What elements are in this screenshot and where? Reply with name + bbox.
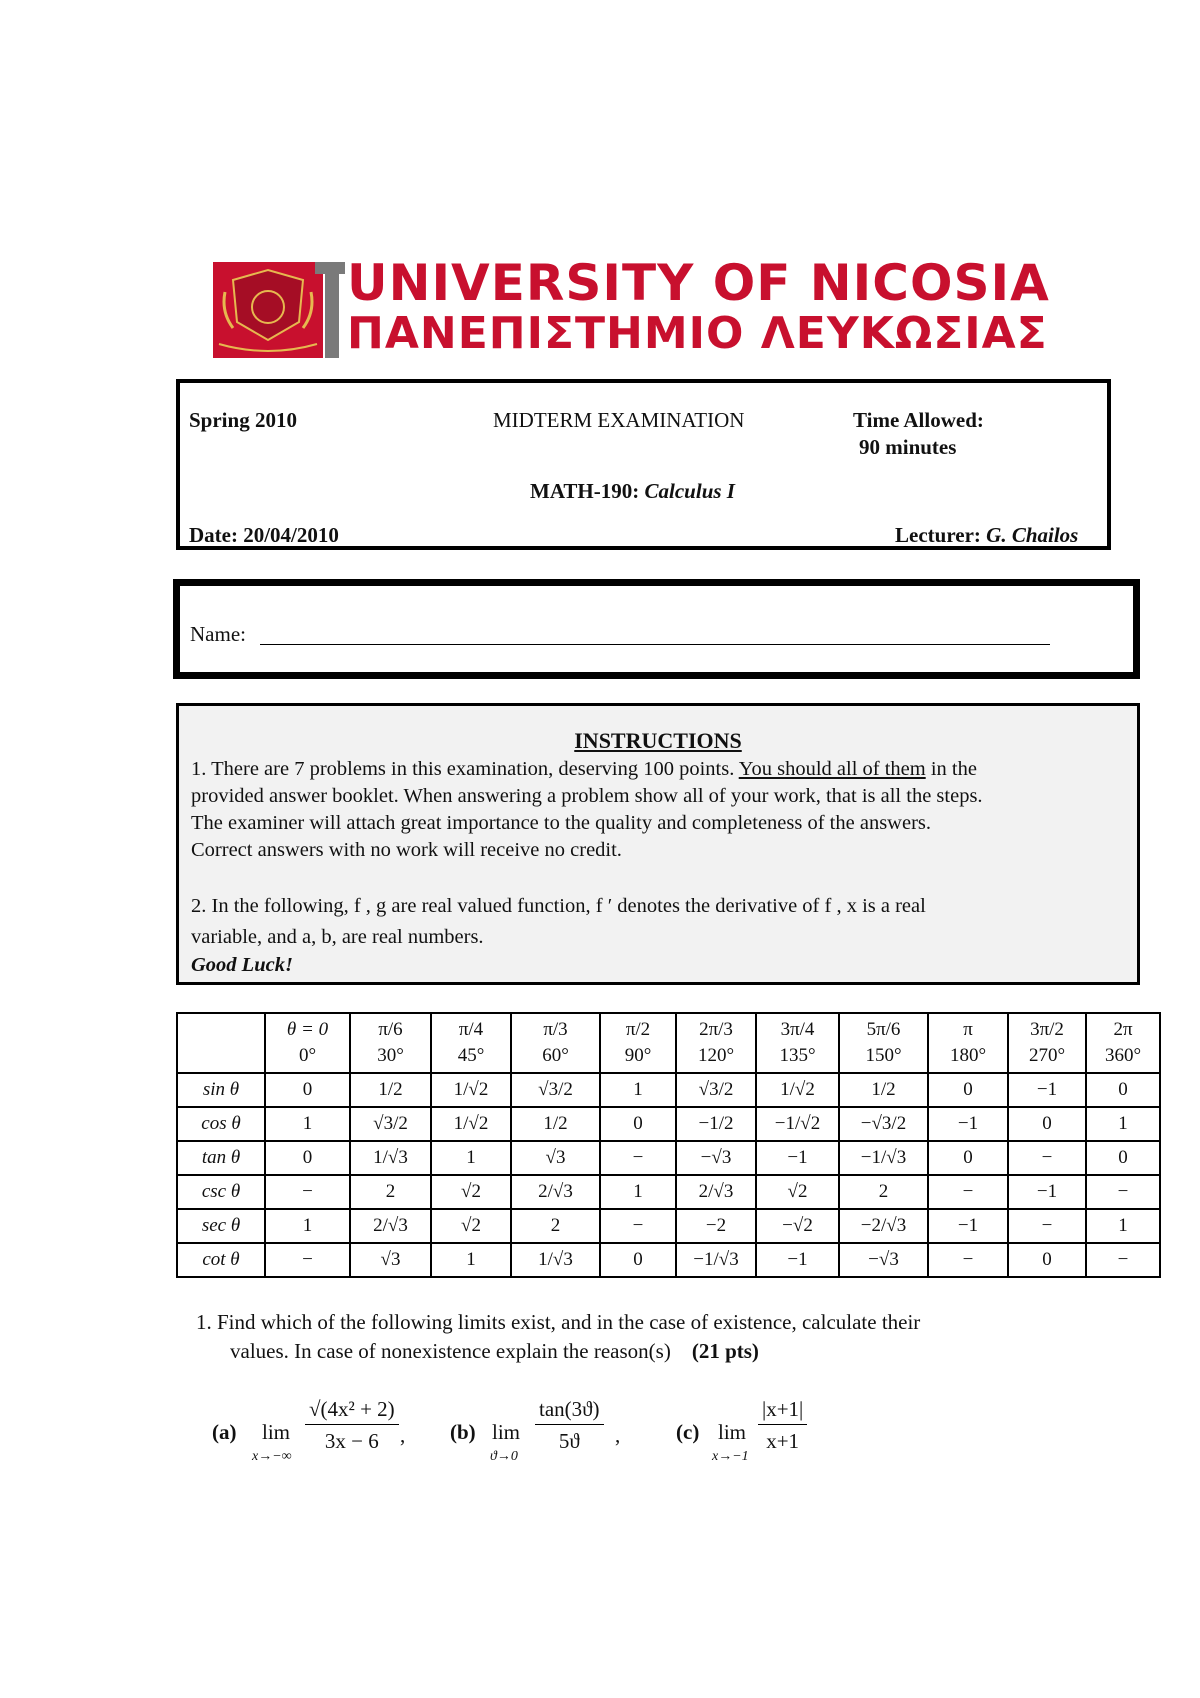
angle-radians: 3π/4 xyxy=(780,1019,815,1040)
exam-date: Date: 20/04/2010 xyxy=(189,523,339,547)
table-cell: −√3 xyxy=(839,1243,928,1277)
separator: , xyxy=(400,1423,406,1447)
table-cell: √3/2 xyxy=(350,1107,431,1141)
lim-word: lim xyxy=(718,1420,747,1444)
angle-radians: θ = 0 xyxy=(286,1019,329,1040)
table-cell: 1 xyxy=(431,1243,511,1277)
table-cell: −1 xyxy=(1008,1073,1086,1107)
table-cell: 1 xyxy=(600,1073,676,1107)
table-cell: 1/2 xyxy=(839,1073,928,1107)
problem-1-points: (21 pts) xyxy=(691,1339,759,1363)
table-cell: −1 xyxy=(928,1209,1008,1243)
table-cell: 1/√2 xyxy=(431,1107,511,1141)
row-label: sin θ xyxy=(177,1073,265,1107)
angle-header xyxy=(265,1013,350,1073)
angle-degrees: 45° xyxy=(457,1045,485,1066)
instruction-2-line-2: variable, and a, b, are real numbers. xyxy=(191,926,484,948)
table-row xyxy=(177,1073,1160,1107)
instruction-text: 1. There are 7 problems in this examination, deserving 100 points. xyxy=(191,758,735,780)
problem-1-line-2 xyxy=(230,1339,759,1364)
table-cell: −1 xyxy=(1008,1175,1086,1209)
limit-part-c xyxy=(676,1395,836,1475)
table-cell: −1 xyxy=(756,1243,839,1277)
angle-degrees: 360° xyxy=(1104,1045,1142,1066)
logo-line-greek: ΠΑΝΕΠΙΣΤΗΜΙΟ ΛΕΥΚΩΣΙΑΣ xyxy=(347,308,1048,359)
instructions-title: INSTRUCTIONS xyxy=(574,728,742,753)
lecturer-label: Lecturer: xyxy=(895,523,981,547)
table-cell: −1 xyxy=(928,1107,1008,1141)
table-cell: 0 xyxy=(928,1073,1008,1107)
instruction-1-line-3: The examiner will attach great importance to the quality and completeness of the answers. xyxy=(191,812,932,834)
logo-line-english: UNIVERSITY OF NICOSIA xyxy=(347,254,1050,312)
table-cell: − xyxy=(1008,1209,1086,1243)
table-cell: √3 xyxy=(511,1141,600,1175)
table-cell: −1/√3 xyxy=(839,1141,928,1175)
table-cell: 1/√3 xyxy=(350,1141,431,1175)
numerator: |x+1| xyxy=(762,1397,804,1421)
table-row xyxy=(177,1107,1160,1141)
table-header-row xyxy=(177,1013,1160,1073)
university-logo xyxy=(213,254,1050,360)
table-cell: −√3/2 xyxy=(839,1107,928,1141)
angle-degrees: 60° xyxy=(542,1045,569,1066)
table-row xyxy=(177,1209,1160,1243)
angle-header xyxy=(928,1013,1008,1073)
table-cell: 1/2 xyxy=(350,1073,431,1107)
lim-word: lim xyxy=(262,1420,291,1444)
instruction-underlined: You should all of them xyxy=(738,758,926,780)
angle-header xyxy=(431,1013,511,1073)
table-cell: √3 xyxy=(350,1243,431,1277)
limit-part-a xyxy=(212,1395,412,1475)
instruction-1-line-4: Correct answers with no work will receive no credit. xyxy=(191,839,622,861)
table-cell: − xyxy=(928,1175,1008,1209)
row-label: sec θ xyxy=(177,1209,265,1243)
table-cell: 0 xyxy=(265,1073,350,1107)
angle-degrees: 120° xyxy=(697,1045,735,1066)
table-cell: 2 xyxy=(350,1175,431,1209)
table-cell: √2 xyxy=(431,1209,511,1243)
part-label: (c) xyxy=(676,1420,700,1444)
table-cell: −1/√3 xyxy=(676,1243,756,1277)
name-line[interactable] xyxy=(260,644,1050,645)
denominator: 3x − 6 xyxy=(324,1429,379,1453)
angle-header xyxy=(756,1013,839,1073)
table-cell: 1/√3 xyxy=(511,1243,600,1277)
table-row xyxy=(177,1175,1160,1209)
table-row xyxy=(177,1141,1160,1175)
table-cell: √2 xyxy=(756,1175,839,1209)
part-label: (b) xyxy=(450,1420,476,1444)
header-corner xyxy=(177,1013,265,1073)
table-cell: 1 xyxy=(600,1175,676,1209)
angle-degrees: 30° xyxy=(377,1045,404,1066)
instruction-1-line-1 xyxy=(191,758,977,781)
angle-header xyxy=(676,1013,756,1073)
table-cell: 1/√2 xyxy=(756,1073,839,1107)
table-cell: 1 xyxy=(1086,1209,1160,1243)
row-label: cot θ xyxy=(177,1243,265,1277)
angle-degrees: 180° xyxy=(949,1045,987,1066)
table-cell: −2 xyxy=(676,1209,756,1243)
time-allowed-value: 90 minutes xyxy=(859,435,957,459)
row-label: csc θ xyxy=(177,1175,265,1209)
denominator: x+1 xyxy=(766,1429,800,1453)
fraction xyxy=(535,1395,604,1454)
table-cell: 2 xyxy=(511,1209,600,1243)
table-cell: − xyxy=(600,1141,676,1175)
table-cell: 1 xyxy=(265,1107,350,1141)
table-cell: − xyxy=(265,1175,350,1209)
table-cell: 0 xyxy=(1008,1243,1086,1277)
angle-degrees: 135° xyxy=(779,1045,816,1066)
instruction-2-line-1: 2. In the following, f , g are real valued function, f ′ denotes the derivative of f , x is a real xyxy=(191,895,926,917)
fraction xyxy=(305,1395,399,1454)
angle-radians: π/3 xyxy=(543,1019,568,1040)
table-cell: 2/√3 xyxy=(676,1175,756,1209)
table-cell: 2/√3 xyxy=(511,1175,600,1209)
angle-header xyxy=(1086,1013,1160,1073)
problem-1-line-1: 1. Find which of the following limits exist, and in the case of existence, calculate their xyxy=(196,1310,921,1334)
table-cell: 2/√3 xyxy=(350,1209,431,1243)
angle-radians: π/4 xyxy=(458,1019,484,1040)
part-label: (a) xyxy=(212,1420,237,1444)
angle-radians: 2π/3 xyxy=(699,1019,733,1040)
table-row xyxy=(177,1243,1160,1277)
angle-header xyxy=(839,1013,928,1073)
table-cell: 2 xyxy=(839,1175,928,1209)
good-luck: Good Luck! xyxy=(191,954,293,976)
lecturer xyxy=(895,523,1078,548)
lim-subscript: ϑ→0 xyxy=(490,1449,518,1464)
table-cell: √3/2 xyxy=(676,1073,756,1107)
angle-radians: 5π/6 xyxy=(866,1019,901,1040)
table-cell: −1/√2 xyxy=(756,1107,839,1141)
course-title xyxy=(530,479,735,504)
row-label: cos θ xyxy=(177,1107,265,1141)
numerator: √(4x² + 2) xyxy=(309,1397,395,1421)
table-cell: −√3 xyxy=(676,1141,756,1175)
table-cell: 0 xyxy=(265,1141,350,1175)
table-cell: −1 xyxy=(756,1141,839,1175)
angle-radians: 2π xyxy=(1113,1019,1133,1040)
table-cell: −1/2 xyxy=(676,1107,756,1141)
row-label: tan θ xyxy=(177,1141,265,1175)
course-name: Calculus I xyxy=(644,479,735,503)
separator: , xyxy=(615,1423,621,1447)
time-allowed-label: Time Allowed: xyxy=(853,408,984,432)
angle-header xyxy=(511,1013,600,1073)
lecturer-name: G. Chailos xyxy=(986,523,1079,547)
table-cell: 0 xyxy=(928,1141,1008,1175)
angle-degrees: 270° xyxy=(1028,1045,1066,1066)
table-cell: − xyxy=(928,1243,1008,1277)
name-label: Name: xyxy=(190,622,246,646)
table-cell: 1 xyxy=(265,1209,350,1243)
angle-radians: π/2 xyxy=(625,1019,651,1040)
instructions-box xyxy=(176,703,1140,985)
lim-subscript: x→−1 xyxy=(712,1449,749,1464)
exam-title: MIDTERM EXAMINATION xyxy=(493,408,745,432)
table-cell: 0 xyxy=(600,1107,676,1141)
table-cell: − xyxy=(1086,1243,1160,1277)
lim-word: lim xyxy=(492,1420,521,1444)
table-cell: √2 xyxy=(431,1175,511,1209)
trig-values-table xyxy=(176,1012,1161,1278)
name-box xyxy=(173,579,1140,679)
table-cell: 0 xyxy=(600,1243,676,1277)
fraction xyxy=(758,1395,807,1454)
exam-header-box xyxy=(176,379,1111,550)
table-cell: −2/√3 xyxy=(839,1209,928,1243)
table-cell: − xyxy=(1008,1141,1086,1175)
angle-radians: 3π/2 xyxy=(1030,1019,1064,1040)
angle-header xyxy=(600,1013,676,1073)
instruction-1-line-2: provided answer booklet. When answering a problem show all of your work, that is all the steps. xyxy=(191,785,983,807)
angle-degrees: 90° xyxy=(624,1045,652,1066)
numerator: tan(3ϑ) xyxy=(539,1397,600,1421)
table-cell: √3/2 xyxy=(511,1073,600,1107)
table-cell: 0 xyxy=(1008,1107,1086,1141)
denominator: 5ϑ xyxy=(558,1429,580,1453)
instruction-text: in the xyxy=(930,758,977,780)
table-cell: 1/2 xyxy=(511,1107,600,1141)
table-cell: − xyxy=(265,1243,350,1277)
limit-part-b xyxy=(450,1395,630,1475)
table-cell: 0 xyxy=(1086,1141,1160,1175)
course-code: MATH-190: xyxy=(530,479,640,503)
table-cell: − xyxy=(1086,1175,1160,1209)
problem-1-text: values. In case of nonexistence explain the reason(s) xyxy=(230,1339,671,1363)
table-cell: 1 xyxy=(431,1141,511,1175)
term: Spring 2010 xyxy=(189,408,297,432)
angle-radians: π xyxy=(963,1019,973,1040)
angle-degrees: 0° xyxy=(298,1045,317,1066)
angle-degrees: 150° xyxy=(865,1045,902,1066)
angle-radians: π/6 xyxy=(378,1019,403,1040)
table-cell: −√2 xyxy=(756,1209,839,1243)
crest-icon xyxy=(213,262,323,358)
angle-header xyxy=(350,1013,431,1073)
table-cell: 1 xyxy=(1086,1107,1160,1141)
table-cell: 0 xyxy=(1086,1073,1160,1107)
table-cell: − xyxy=(600,1209,676,1243)
angle-header xyxy=(1008,1013,1086,1073)
table-cell: 1/√2 xyxy=(431,1073,511,1107)
lim-subscript: x→−∞ xyxy=(252,1449,292,1464)
